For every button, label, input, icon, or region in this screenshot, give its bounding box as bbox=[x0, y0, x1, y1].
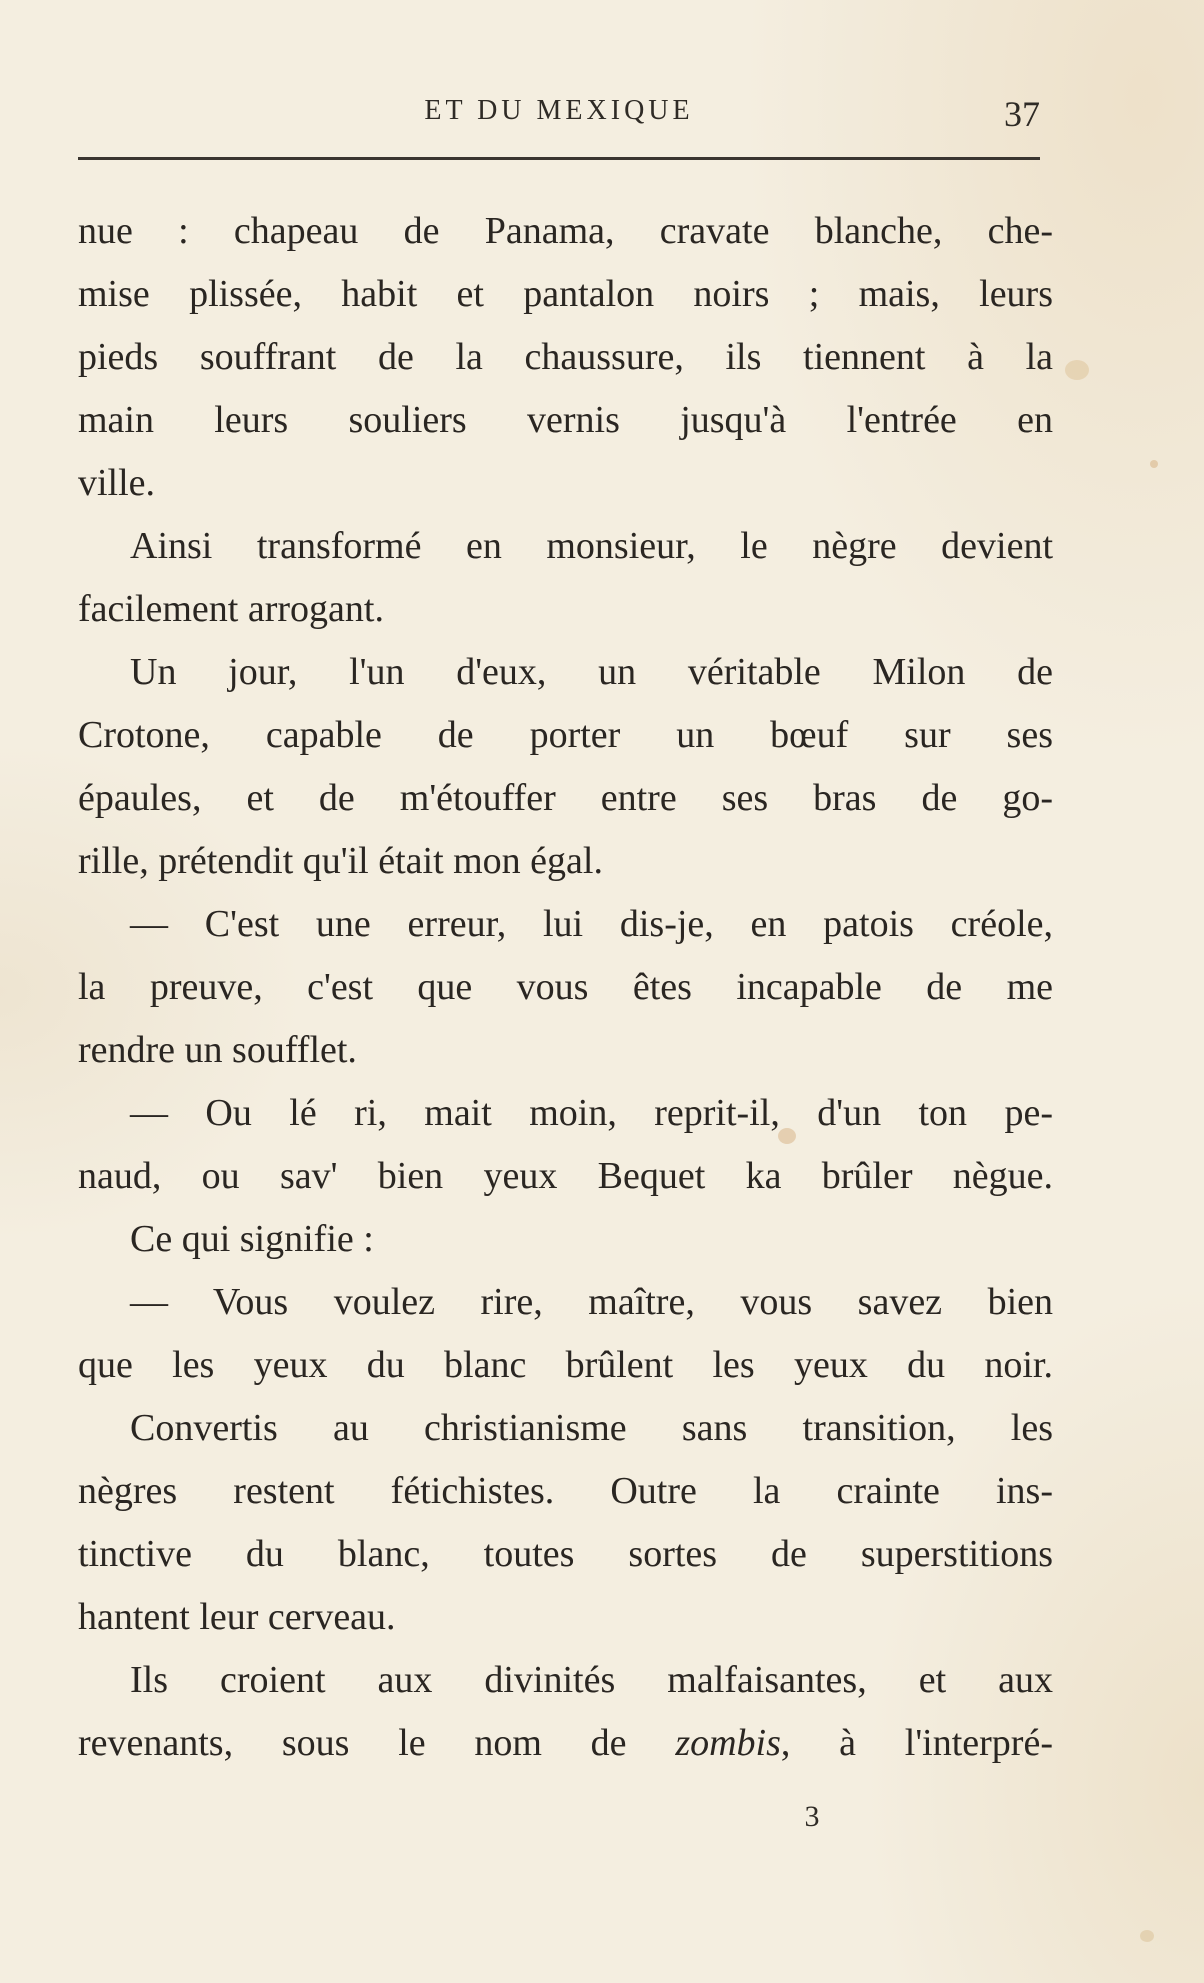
running-title: ET DU MEXIQUE bbox=[424, 95, 694, 126]
text-line: rille, prétendit qu'il était mon égal. bbox=[78, 840, 603, 882]
text-line: main leurs souliers vernis jusqu'à l'entrée en bbox=[78, 399, 1053, 441]
foxing-spot bbox=[1150, 460, 1158, 468]
text-line: — Vous voulez rire, maître, vous savez bien bbox=[130, 1281, 1053, 1323]
text-line: Ainsi transformé en monsieur, le nègre devient bbox=[130, 525, 1053, 567]
text-line: naud, ou sav' bien yeux Bequet ka brûler nègue. bbox=[78, 1155, 1053, 1197]
body-text bbox=[78, 200, 1053, 1775]
text-line: la preuve, c'est que vous êtes incapable de me bbox=[78, 966, 1053, 1008]
text-line: Convertis au christianisme sans transition, les bbox=[130, 1407, 1053, 1449]
text-line: nue : chapeau de Panama, cravate blanche, che- bbox=[78, 210, 1053, 252]
foxing-spot bbox=[1140, 1930, 1154, 1942]
running-head bbox=[78, 94, 1040, 134]
text-line: revenants, sous le nom de zombis, à l'interpré- bbox=[78, 1722, 1053, 1764]
text-line: que les yeux du blanc brûlent les yeux du noir. bbox=[78, 1344, 1053, 1386]
text-line: — C'est une erreur, lui dis-je, en patois créole, bbox=[130, 903, 1053, 945]
text-line: Ils croient aux divinités malfaisantes, et aux bbox=[130, 1659, 1053, 1701]
signature-mark: 3 bbox=[804, 1800, 820, 1833]
text-line: nègres restent fétichistes. Outre la crainte ins- bbox=[78, 1470, 1053, 1512]
text-line: épaules, et de m'étouffer entre ses bras de go- bbox=[78, 777, 1053, 819]
text-line: hantent leur cerveau. bbox=[78, 1596, 396, 1638]
text-line: mise plissée, habit et pantalon noirs ; mais, leurs bbox=[78, 273, 1053, 315]
text-line: — Ou lé ri, mait moin, reprit-il, d'un ton pe- bbox=[130, 1092, 1053, 1134]
text-line: pieds souffrant de la chaussure, ils tiennent à la bbox=[78, 336, 1053, 378]
text-line: Crotone, capable de porter un bœuf sur ses bbox=[78, 714, 1053, 756]
italic-word: zombis bbox=[675, 1722, 781, 1764]
header-rule bbox=[78, 157, 1040, 160]
text-line: Ce qui signifie : bbox=[130, 1218, 374, 1260]
text-line: Un jour, l'un d'eux, un véritable Milon de bbox=[130, 651, 1053, 693]
text-line: ville. bbox=[78, 462, 156, 504]
text-line: tinctive du blanc, toutes sortes de superstitions bbox=[78, 1533, 1053, 1575]
foxing-spot bbox=[778, 1128, 796, 1144]
text-line: facilement arrogant. bbox=[78, 588, 384, 630]
foxing-spot bbox=[1065, 360, 1089, 380]
page-number: 37 bbox=[1004, 94, 1040, 134]
text-line: rendre un soufflet. bbox=[78, 1029, 357, 1071]
